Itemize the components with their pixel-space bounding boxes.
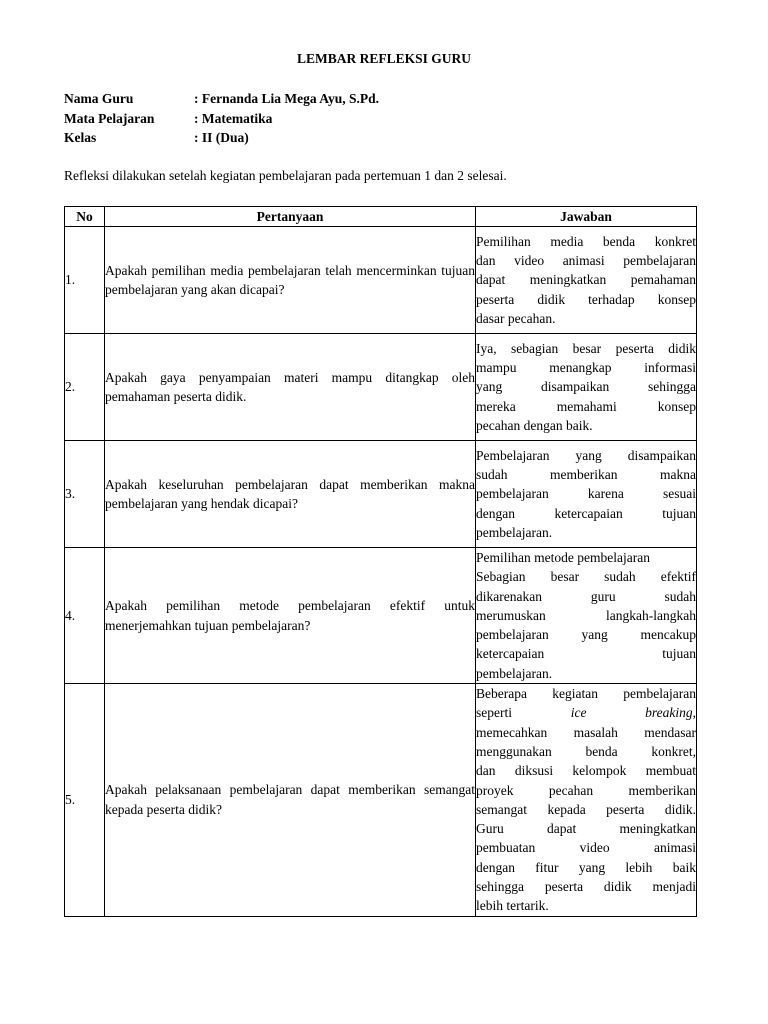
- answer-line-italic: [476, 703, 696, 722]
- answer-comma: ,: [692, 705, 696, 721]
- answer-line: Pembelajaran yang disampaikan: [476, 447, 696, 463]
- table-row: [65, 441, 697, 548]
- answer-line: sudah memberikan makna: [476, 467, 696, 483]
- answer-line: dan video animasi pembelajaran: [476, 253, 696, 269]
- info-label: Nama Guru: [64, 91, 134, 106]
- info-label: Mata Pelajaran: [64, 110, 155, 126]
- answer-line: Iya, sebagian besar peserta didik: [476, 340, 696, 356]
- answer-line: proyek pecahan memberikan: [476, 782, 696, 798]
- answer-italic-phrase: ice breaking: [570, 705, 693, 721]
- answer-line: lebih tertarik.: [476, 898, 549, 914]
- answer-line: pembelajaran yang mencakup: [476, 627, 696, 643]
- info-value: : Matematika: [194, 110, 273, 126]
- answer-line: dengan ketercapaian tujuan: [476, 505, 696, 521]
- answer-line: dan diksusi kelompok membuat: [476, 763, 696, 779]
- answer-line: memecahkan masalah mendasar: [476, 724, 696, 740]
- answer-line: Beberapa kegiatan pembelajaran: [476, 686, 696, 702]
- table-row: [65, 227, 697, 334]
- info-row-class: [64, 128, 379, 148]
- reflection-table: [64, 206, 697, 917]
- row-number: 5.: [65, 684, 105, 917]
- question-cell: Apakah gaya penyampaian materi mampu ditangkap oleh pemahaman peserta didik.: [105, 334, 476, 441]
- answer-word: seperti: [476, 705, 512, 721]
- info-label: Kelas: [64, 130, 97, 145]
- answer-line: dasar pecahan.: [476, 310, 556, 326]
- answer-line: Pemilihan media benda konkret: [476, 233, 696, 249]
- row-number: 1.: [65, 227, 105, 334]
- answer-line: peserta didik terhadap konsep: [476, 291, 696, 307]
- row-number: 3.: [65, 441, 105, 548]
- answer-cell: [476, 684, 697, 917]
- question-cell: Apakah keseluruhan pembelajaran dapat memberikan makna pembelajaran yang hendak dicapai?: [105, 441, 476, 548]
- row-number: 2.: [65, 334, 105, 441]
- intro-text: Refleksi dilakukan setelah kegiatan pembelajaran pada pertemuan 1 dan 2 selesai.: [64, 168, 507, 183]
- answer-line: pecahan dengan baik.: [476, 417, 593, 433]
- question-cell: Apakah pemilihan media pembelajaran telah mencerminkan tujuan pembelajaran yang akan dicapai?: [105, 227, 476, 334]
- answer-line: Pemilihan metode pembelajaran: [476, 550, 650, 565]
- header-question: Pertanyaan: [105, 207, 476, 227]
- info-value: : Fernanda Lia Mega Ayu, S.Pd.: [194, 91, 380, 106]
- info-value: : II (Dua): [194, 130, 249, 145]
- teacher-info: [64, 89, 379, 148]
- answer-line: pembelajaran.: [476, 524, 553, 540]
- answer-line: merumuskan langkah-langkah: [476, 607, 696, 623]
- header-no: No: [65, 207, 105, 227]
- answer-line: dikarenakan guru sudah: [476, 588, 696, 604]
- answer-cell: [476, 334, 697, 441]
- question-cell: Apakah pemilihan metode pembelajaran efektif untuk menerjemahkan tujuan pembelajaran?: [105, 548, 476, 684]
- answer-line: pembelajaran karena sesuai: [476, 486, 696, 502]
- info-row-teacher-name: [64, 89, 379, 109]
- table-row: [65, 334, 697, 441]
- answer-line: sehingga peserta didik menjadi: [476, 879, 696, 895]
- answer-cell: [476, 227, 697, 334]
- answer-line: dengan fitur yang lebih baik: [476, 859, 696, 875]
- row-number: 4.: [65, 548, 105, 684]
- table-row: [65, 548, 697, 684]
- answer-line: menggunakan benda konkret,: [476, 743, 696, 759]
- answer-line: pembuatan video animasi: [476, 840, 696, 856]
- header-answer: Jawaban: [476, 207, 697, 227]
- answer-line: ketercapaian tujuan: [476, 646, 696, 662]
- page-title: LEMBAR REFLEKSI GURU: [296, 51, 472, 66]
- answer-line: semangat kepada peserta didik.: [476, 801, 696, 817]
- table-row: [65, 684, 697, 917]
- info-row-subject: [64, 109, 379, 129]
- answer-cell: [476, 441, 697, 548]
- answer-line: mampu menangkap informasi: [476, 360, 696, 376]
- table-header-row: [65, 207, 697, 227]
- answer-line: dapat meningkatkan pemahaman: [476, 272, 696, 288]
- answer-line: pembelajaran.: [476, 665, 553, 681]
- answer-line: Guru dapat meningkatkan: [476, 821, 696, 837]
- answer-line: yang disampaikan sehingga: [476, 379, 696, 395]
- answer-line: mereka memahami konsep: [476, 398, 696, 414]
- answer-line: Sebagian besar sudah efektif: [476, 569, 696, 585]
- answer-cell: [476, 548, 697, 684]
- question-cell: Apakah pelaksanaan pembelajaran dapat memberikan semangat kepada peserta didik?: [105, 684, 476, 917]
